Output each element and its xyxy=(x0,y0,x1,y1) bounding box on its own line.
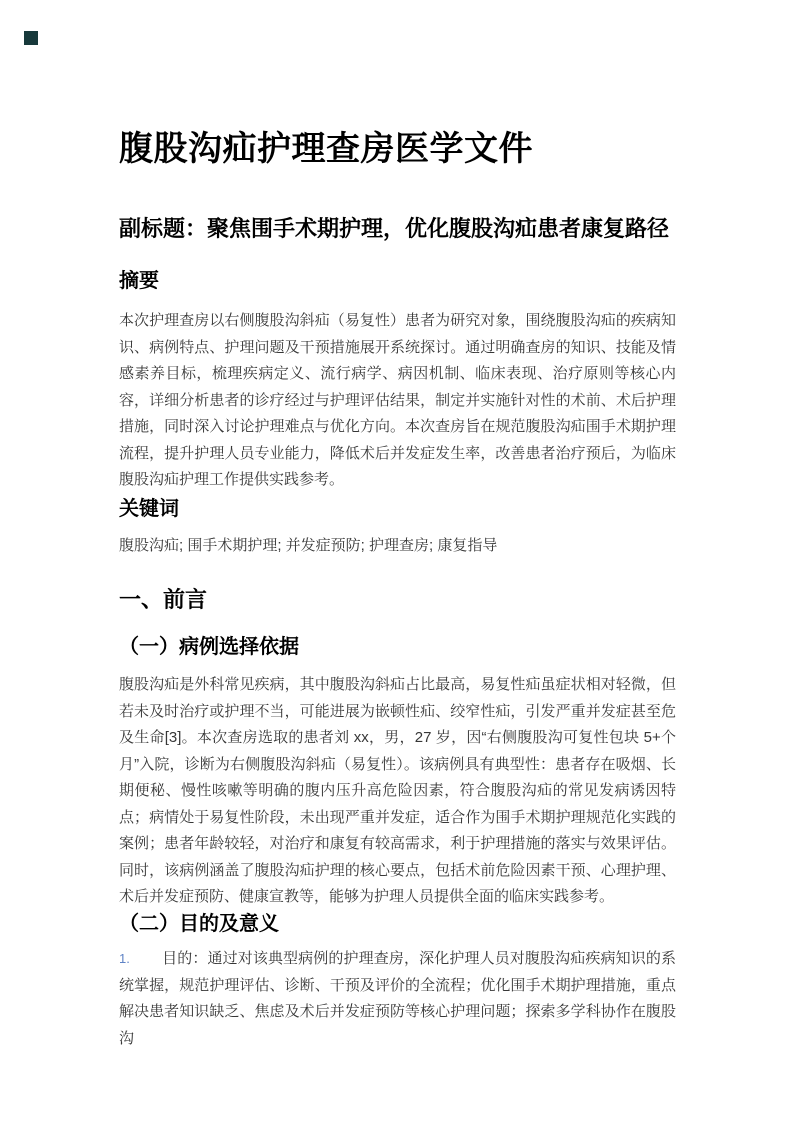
list-item-number: 1. xyxy=(119,951,130,966)
keywords-heading: 关键词 xyxy=(119,498,179,520)
section-heading-intro: 一、前言 xyxy=(119,587,208,612)
corner-marker xyxy=(24,31,38,45)
purpose-list-item xyxy=(119,946,676,1052)
document-title: 腹股沟疝护理查房医学文件 xyxy=(119,130,533,168)
subsection-heading-case-selection: （一）病例选择依据 xyxy=(119,636,299,658)
abstract-heading: 摘要 xyxy=(119,270,159,292)
case-selection-paragraph: 腹股沟疝是外科常见疾病，其中腹股沟斜疝占比最高，易复性疝虽症状相对轻微，但若未及时治疗或护理不当，可能进展为嵌顿性疝、绞窄性疝，引发严重并发症甚至危及生命[3]。本次查房选取的患者刘 xx，男，27 岁，因“右侧腹股沟可复性包块 5+个月”入院，诊断为右侧腹股沟斜疝（易复性）。该病例具有典型性：患者存在吸烟、长期便秘、慢性咳嗽等明确的腹内压升高危险因素，符合腹股沟疝的常见发病诱因特点；病情处于易复性阶段，未出现严重并发症，适合作为围手术期护理规范化实践的案例；患者年龄较轻，对治疗和康复有较高需求，利于护理措施的落实与效果评估。同时，该病例涵盖了腹股沟疝护理的核心要点，包括术前危险因素干预、心理护理、术后并发症预防、健康宣教等，能够为护理人员提供全面的临床实践参考。 xyxy=(119,676,676,905)
list-item-text: 目的：通过对该典型病例的护理查房，深化护理人员对腹股沟疝疾病知识的系统掌握，规范护理评估、诊断、干预及评价的全流程；优化围手术期护理措施，重点解决患者知识缺乏、焦虑及术后并发症预防等核心护理问题；探索多学科协作在腹股沟 xyxy=(119,950,676,1047)
keywords-line: 腹股沟疝; 围手术期护理; 并发症预防; 护理查房; 康复指导 xyxy=(119,537,498,554)
subsection-heading-purpose: （二）目的及意义 xyxy=(119,913,279,935)
document-subtitle: 副标题：聚焦围手术期护理，优化腹股沟疝患者康复路径 xyxy=(119,216,670,241)
abstract-paragraph: 本次护理查房以右侧腹股沟斜疝（易复性）患者为研究对象，围绕腹股沟疝的疾病知识、病例特点、护理问题及干预措施展开系统探讨。通过明确查房的知识、技能及情感素养目标，梳理疾病定义、流行病学、病因机制、临床表现、治疗原则等核心内容，详细分析患者的诊疗经过与护理评估结果，制定并实施针对性的术前、术后护理措施，同时深入讨论护理难点与优化方向。本次查房旨在规范腹股沟疝围手术期护理流程，提升护理人员专业能力，降低术后并发症发生率，改善患者治疗预后，为临床腹股沟疝护理工作提供实践参考。 xyxy=(119,312,676,488)
